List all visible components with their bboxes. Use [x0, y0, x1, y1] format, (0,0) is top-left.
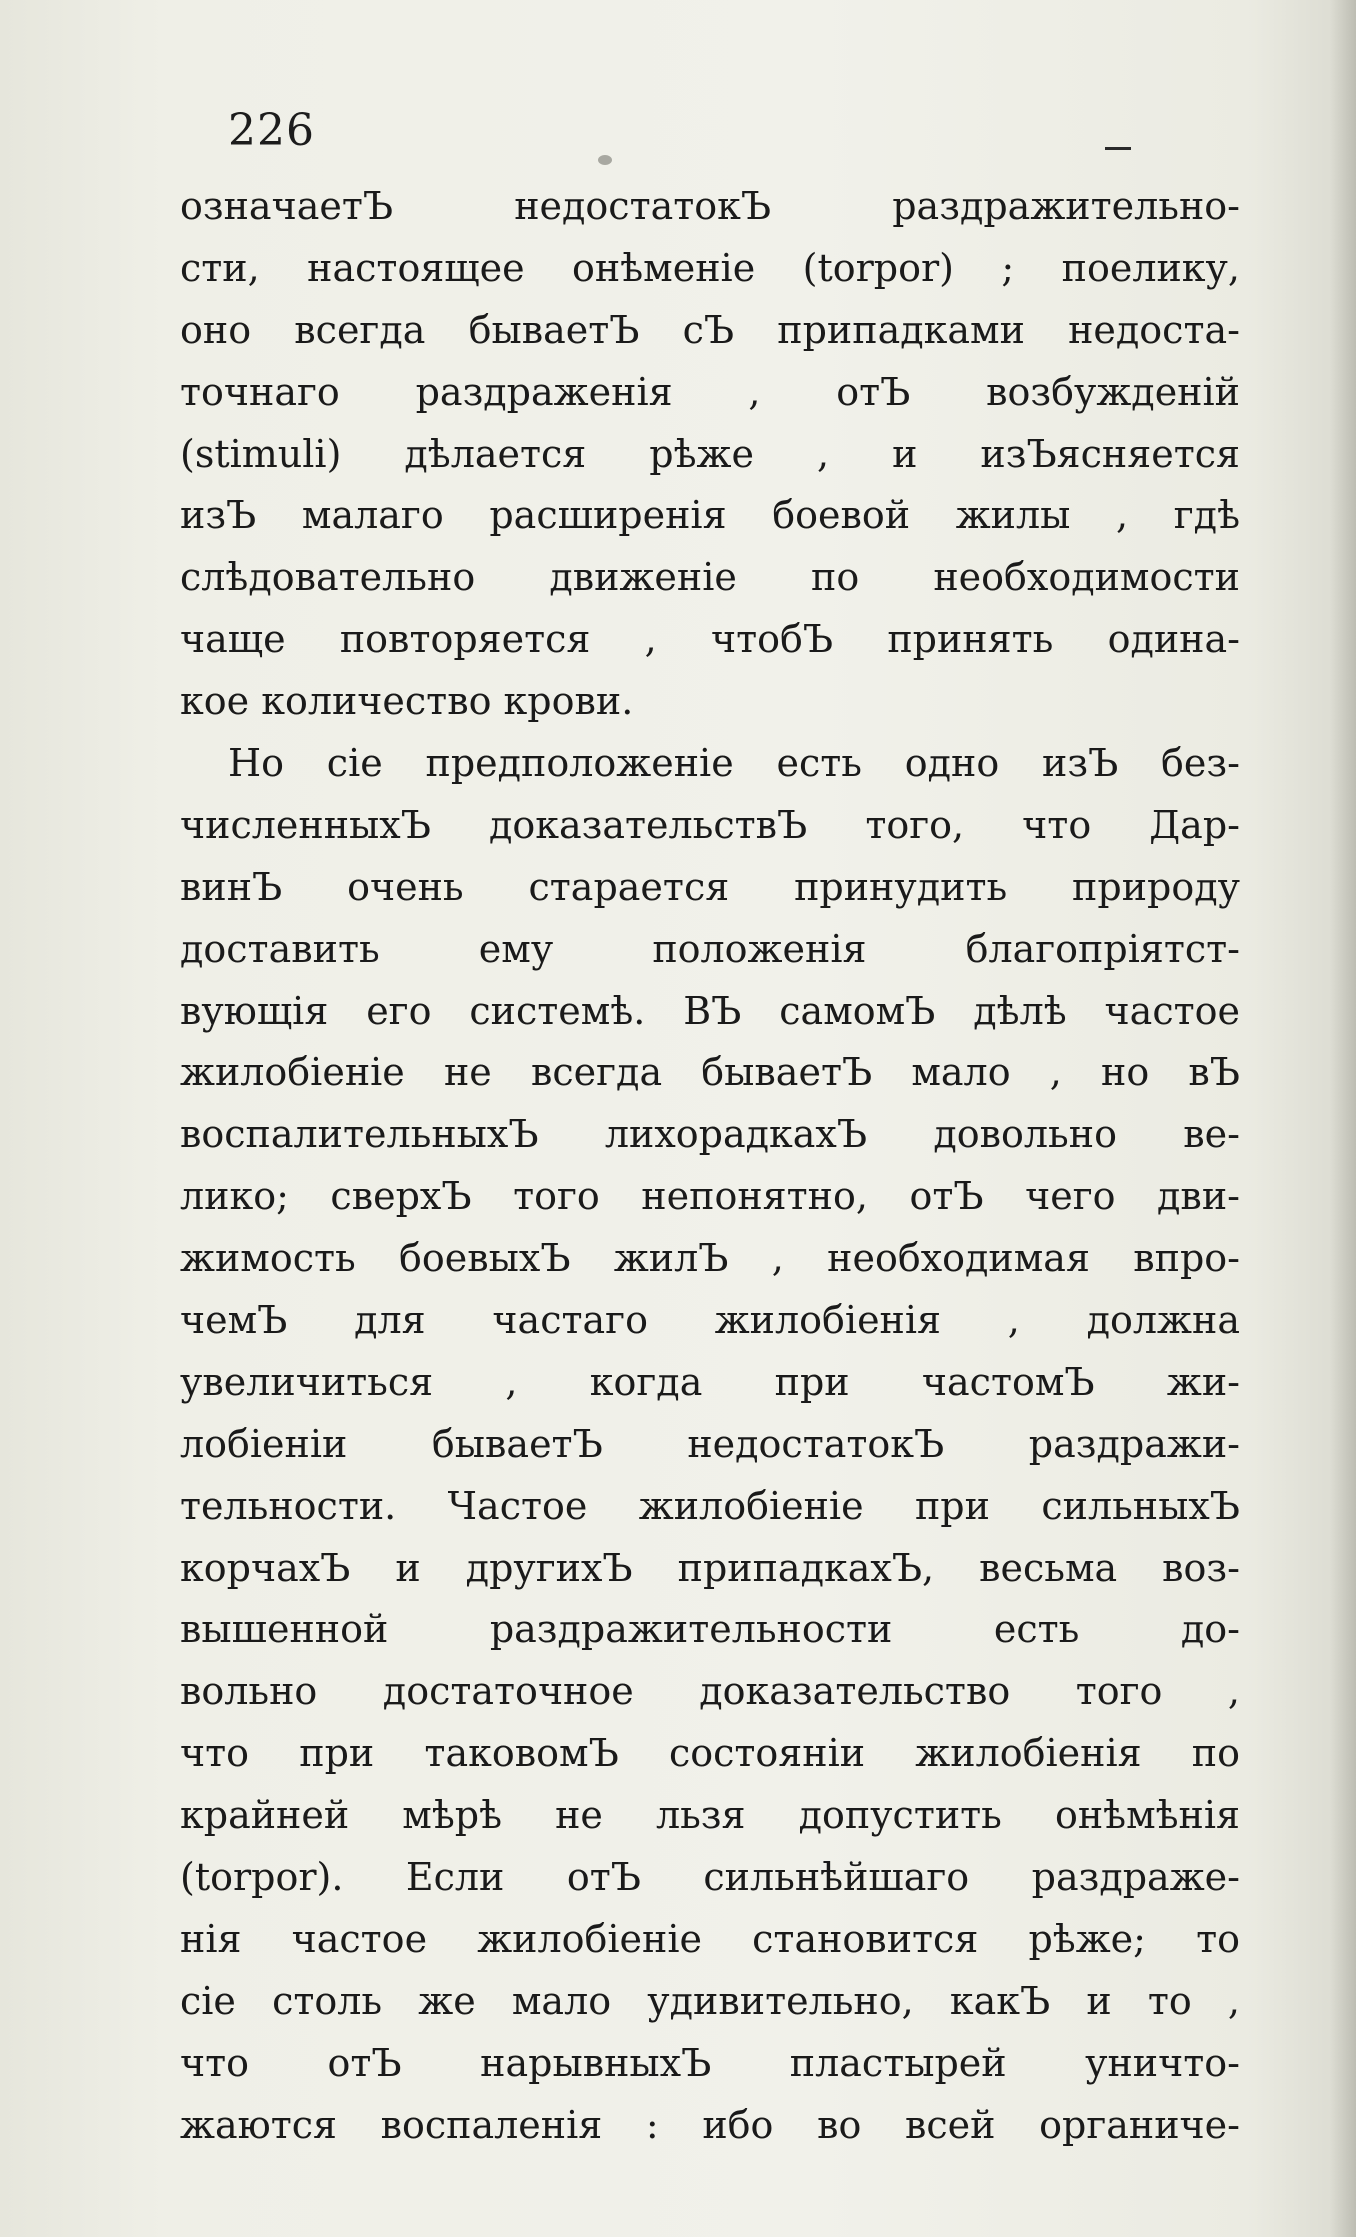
text-line: тельности. Частое жилобіеніе при сильныхЪ [180, 1483, 1240, 1528]
text-line: вольно достаточное доказательство того , [180, 1669, 1240, 1714]
text-line: вующія его системѣ. ВЪ самомЪ дѣлѣ частое [180, 988, 1240, 1033]
text-line: нія частое жилобіеніе становится рѣже; то [180, 1916, 1240, 1961]
text-line: слѣдовательно движеніе по необходимости [180, 555, 1240, 600]
paragraph-first-line: Но сіе предположеніе есть одно изЪ без- [228, 741, 1240, 786]
text-line: крайней мѣрѣ не льзя допустить онѣмѣнія [180, 1793, 1240, 1838]
text-line: лобіеніи бываетЪ недостатокЪ раздражи- [180, 1421, 1240, 1466]
text-line: винЪ очень старается принудить природу [180, 864, 1240, 909]
text-line: воспалительныхЪ лихорадкахЪ довольно ве- [180, 1112, 1240, 1157]
text-line: точнаго раздраженія , отЪ возбужденій [180, 369, 1240, 414]
text-line: жимость боевыхЪ жилЪ , необходимая впро- [180, 1236, 1240, 1281]
text-line: изЪ малаго расширенія боевой жилы , гдѣ [180, 493, 1240, 538]
page-edge-shadow [1330, 0, 1356, 2237]
text-line: лико; сверхЪ того непонятно, отЪ чего дви- [180, 1174, 1240, 1219]
text-line: жаются воспаленія : ибо во всей органиче- [180, 2102, 1240, 2147]
text-line: означаетЪ недостатокЪ раздражительно- [180, 184, 1240, 228]
text-line: увеличиться , когда при частомЪ жи- [180, 1359, 1240, 1404]
text-line: что при таковомЪ состояніи жилобіенія по [180, 1731, 1240, 1776]
text-line: корчахЪ и другихЪ припадкахЪ, весьма воз- [180, 1545, 1240, 1590]
text-line: (stimuli) дѣлается рѣже , и изЪясняется [180, 431, 1240, 476]
text-line: оно всегда бываетЪ сЪ припадками недоста- [180, 307, 1240, 352]
header-dash-mark [1105, 147, 1131, 150]
text-line: доставить ему положенія благопріятст- [180, 926, 1240, 971]
text-line: чаще повторяется , чтобЪ принять одина- [180, 617, 1240, 662]
ink-speck [598, 155, 612, 165]
page-number: 226 [228, 105, 315, 156]
text-line: численныхЪ доказательствЪ того, что Дар- [180, 802, 1240, 847]
text-line: жилобіеніе не всегда бываетЪ мало , но вЪ [180, 1050, 1240, 1095]
text-line: кое количество крови. [180, 679, 634, 724]
text-line: (torpor). Если отЪ сильнѣйшаго раздраже- [180, 1855, 1240, 1900]
text-line: сти, настоящее онѣменіе (torpor) ; поелику, [180, 245, 1240, 290]
text-line: вышенной раздражительности есть до- [180, 1607, 1240, 1652]
text-line: сіе столь же мало удивительно, какЪ и то , [180, 1978, 1240, 2023]
body-text [180, 176, 1240, 2157]
text-line: чемЪ для частаго жилобіенія , должна [180, 1298, 1240, 1343]
text-line: что отЪ нарывныхЪ пластырей уничто- [180, 2040, 1240, 2085]
